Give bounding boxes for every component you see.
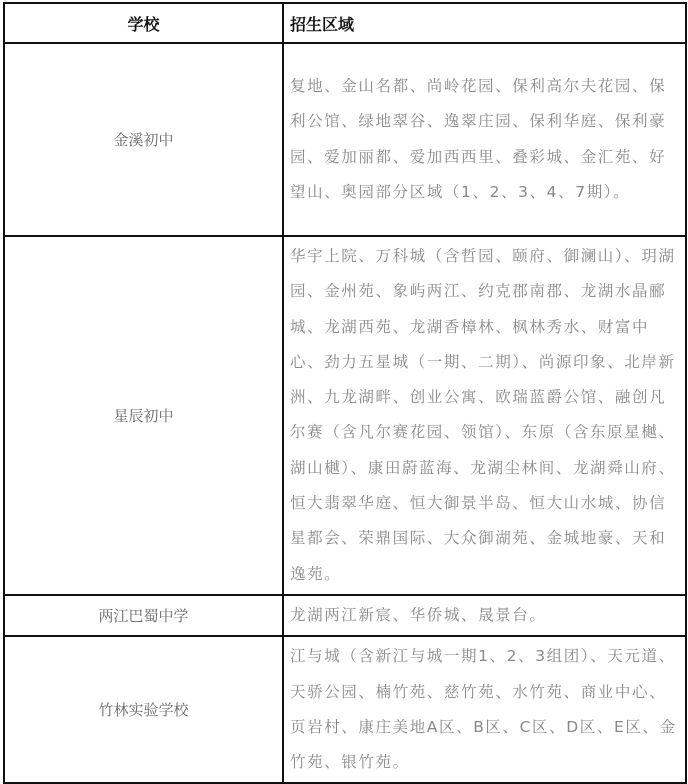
enrollment-table xyxy=(3,2,687,784)
school-name: 竹林实验学校 xyxy=(4,636,283,783)
header-row xyxy=(4,3,686,43)
enrollment-area: 华宇上院、万科城（含哲园、颐府、御澜山）、玥湖园、金州苑、象屿两江、约克郡南郡、龙湖水晶郦城、龙湖西苑、龙湖香樟林、枫林秀水、财富中心、劲力五星城（一期、二期）、尚源印象、北岸新洲、九龙湖畔、创业公寓、欧瑞蓝爵公馆、融创凡尔赛（含凡尔赛花园、领馆）、东原（含东原星樾、湖山樾）、康田蔚蓝海、龙湖尘林间、龙湖舜山府、恒大翡翠华庭、恒大御景半岛、恒大山水城、协信星都会、荣鼎国际、大众御湖苑、金城地豪、天和逸苑。 xyxy=(283,236,686,595)
school-name: 两江巴蜀中学 xyxy=(4,595,283,636)
table-row xyxy=(4,636,686,783)
header-area: 招生区域 xyxy=(283,3,686,43)
school-name: 金溪初中 xyxy=(4,43,283,236)
header-school: 学校 xyxy=(4,3,283,43)
table-row xyxy=(4,43,686,236)
table-row xyxy=(4,595,686,636)
table-row xyxy=(4,236,686,595)
enrollment-area: 复地、金山名都、尚岭花园、保利高尔夫花园、保利公馆、绿地翠谷、逸翠庄园、保利华庭、保利豪园、爱加丽都、爱加西西里、叠彩城、金汇苑、好望山、奥园部分区域（1、2、3、4、7期）。 xyxy=(283,43,686,236)
enrollment-area: 龙湖两江新宸、华侨城、晟景台。 xyxy=(283,595,686,636)
enrollment-area: 江与城（含新江与城一期1、2、3组团）、天元道、天骄公园、楠竹苑、慈竹苑、水竹苑、商业中心、页岩村、康庄美地A区、B区、C区、D区、E区、金竹苑、银竹苑。 xyxy=(283,636,686,783)
school-name: 星辰初中 xyxy=(4,236,283,595)
